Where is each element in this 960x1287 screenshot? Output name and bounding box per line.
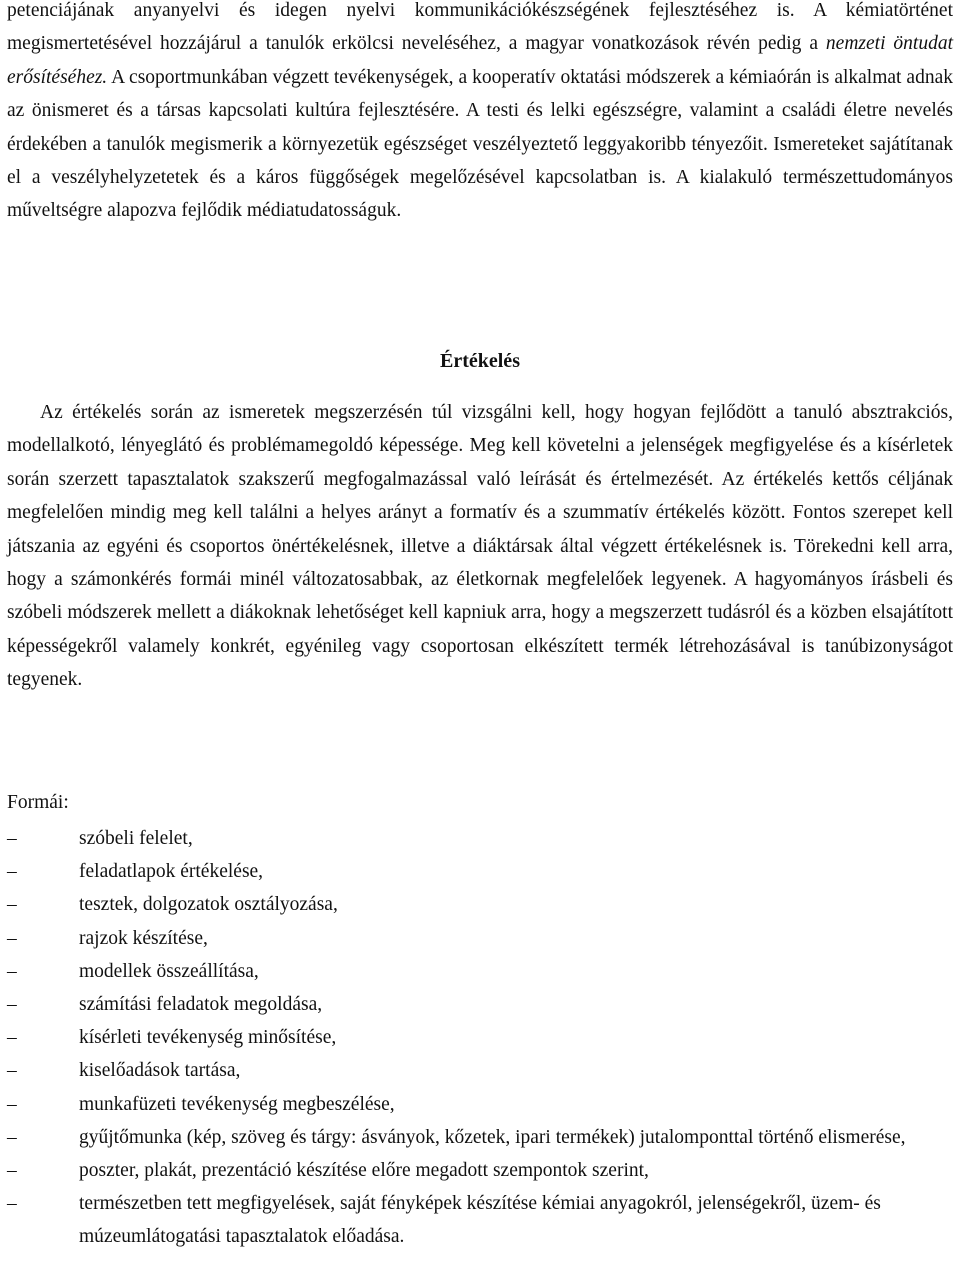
list-item: [7, 955, 953, 988]
list-item: [7, 1054, 953, 1087]
list-dash: –: [7, 1193, 17, 1215]
list-dash: –: [7, 1160, 17, 1182]
list-item: [7, 1021, 953, 1054]
list-item-text: munkafüzeti tevékenység megbeszélése,: [79, 1093, 395, 1115]
intro-paragraph-italic: nemzeti öntudat erősítéséhez.: [7, 33, 953, 88]
forms-list: [7, 822, 953, 1254]
list-dash: –: [7, 1093, 17, 1115]
list-item: [7, 855, 953, 888]
list-item-text: gyűjtőmunka (kép, szöveg és tárgy: ásványok, kőzetek, ipari termékek) jutalomponttal történő elismerése,: [79, 1126, 906, 1148]
list-item: [7, 988, 953, 1021]
section-heading: Értékelés: [440, 350, 520, 372]
intro-paragraph-part-c: A csoportmunkában végzett tevékenységek, a kooperatív oktatási módszerek a kémiaórán is alkalmat adnak az önismeret és a társas kapcsolati kultúra fejlesztésére. A testi és lelki egészségre, valamint a családi életre nevelés érdekében a tanulók megismerik a környezetük egészséget veszélyeztető leggyakoribb tényezőit. Ismereteket sajátítanak el a veszélyhelyzetetek és a káros függőségek megelőzésével kapcsolatban is. A kialakuló természettudományos műveltségre alapozva fejlődik médiatudatosságuk.: [7, 66, 953, 222]
list-item: [7, 1121, 953, 1154]
list-dash: –: [7, 894, 17, 916]
evaluation-paragraph: Az értékelés során az ismeretek megszerzésén túl vizsgálni kell, hogy hogyan fejlődött a tanuló absztrakciós, modellalkotó, lényeglátó és problémamegoldó képessége. Meg kell követelni a jelenségek megfigyelése és a kísérletek során szerzett tapasztalatok szakszerű megfogalmazással való leírását és értelmezését. Az értékelés kettős céljának megfelelően mindig meg kell találni a helyes arányt a formatív és a szummatív értékelés között. Fontos szerepet kell játszania az egyéni és csoportos önértékelésnek, illetve a diáktársak által végzett értékelésnek is. Törekedni kell arra, hogy a számonkérés formái minél változatosabbak, az életkornak megfelelőek legyenek. A hagyományos írásbeli és szóbeli módszerek mellett a diákoknak lehetőséget kell kapniuk arra, hogy a megszerzett tudásról és a közben elsajátított képességekről valamely konkrét, egyénileg vagy csoportosan elkészített termék létrehozásával is tanúbizonyságot tegyenek.: [7, 402, 953, 691]
list-item-text: poszter, plakát, prezentáció készítése előre megadott szempontok szerint,: [79, 1160, 649, 1182]
list-dash: –: [7, 960, 17, 982]
list-item: [7, 1154, 953, 1187]
list-item: [7, 888, 953, 921]
list-item-text: rajzok készítése,: [79, 927, 208, 949]
list-item-text: természetben tett megfigyelések, saját fényképek készítése kémiai anyagokról, jelenségekről, üzem- és múzeumlátogatási tapasztalatok előadása.: [79, 1193, 881, 1248]
intro-paragraph-part-a: petenciájának anyanyelvi és idegen nyelvi kommunikációkészségének fejlesztéséhez is. A kémiatörténet megismertetésével hozzájárul a tanulók erkölcsi neveléséhez, a magyar vonatkozások révén pedig a: [7, 0, 953, 55]
list-dash: –: [7, 1027, 17, 1049]
list-dash: –: [7, 1060, 17, 1082]
forms-label: Formái:: [7, 792, 69, 813]
list-item: [7, 1088, 953, 1121]
list-item-text: kiselőadások tartása,: [79, 1060, 241, 1082]
list-item-text: szóbeli felelet,: [79, 828, 193, 849]
list-dash: –: [7, 1126, 17, 1148]
list-item: [7, 1187, 953, 1253]
list-dash: –: [7, 927, 17, 949]
list-item-text: feladatlapok értékelése,: [79, 861, 264, 883]
list-item-text: tesztek, dolgozatok osztályozása,: [79, 894, 338, 916]
list-dash: –: [7, 828, 17, 849]
list-item-text: számítási feladatok megoldása,: [79, 994, 323, 1016]
list-dash: –: [7, 994, 17, 1016]
list-item-text: kísérleti tevékenység minősítése,: [79, 1027, 337, 1049]
list-dash: –: [7, 861, 17, 883]
list-item: [7, 822, 953, 855]
list-item: [7, 922, 953, 955]
intro-paragraph: [7, 0, 953, 228]
list-item-text: modellek összeállítása,: [79, 960, 259, 982]
